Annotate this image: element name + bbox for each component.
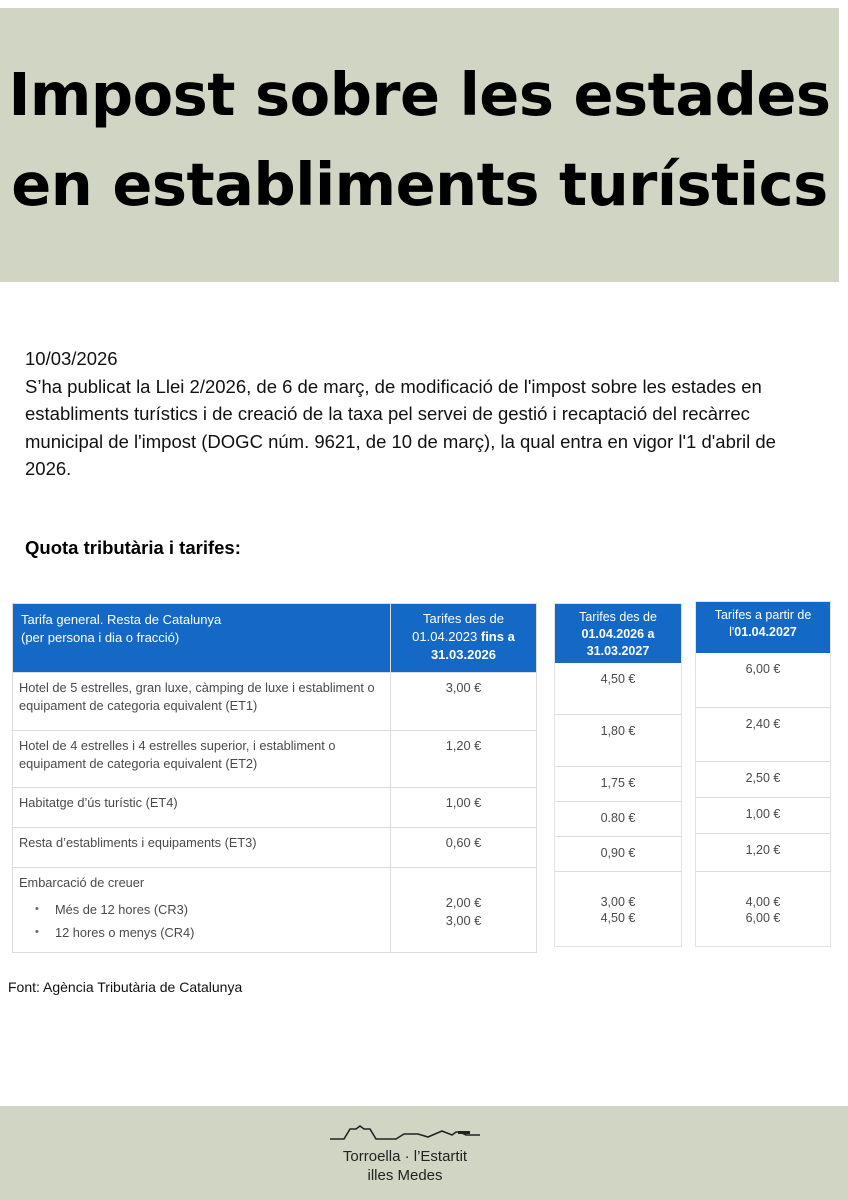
list-item: • 12 hores o menys (CR4)	[19, 921, 384, 944]
town-logo	[320, 1120, 500, 1190]
cruise-value-2: 4,50 €	[600, 911, 636, 925]
logo-text-line-1: Torroella · l’Estartit	[342, 1148, 468, 1165]
header-category-title: Tarifa general. Resta de Catalunya	[21, 612, 222, 627]
table-header-row	[13, 604, 536, 672]
cruise-bullets	[19, 898, 384, 944]
header-rates-2023-from: Tarifes des de 01.04.2023	[412, 611, 504, 644]
table-row-cruise	[696, 871, 830, 948]
header-rates-2023-until: fins a	[480, 629, 515, 644]
table-row	[13, 867, 536, 952]
header-rates-2023-end: 31.03.2026	[430, 647, 497, 662]
table-row: 0,90 €	[555, 836, 681, 871]
table-row: 1,00 €	[696, 797, 830, 833]
row-label: Hotel de 5 estrelles, gran luxe, càmping de luxe i establiment o equipament de categoria equivalent (ET1)	[13, 673, 391, 730]
publication-date: 10/03/2026	[25, 348, 118, 369]
table-row: 1,75 €	[555, 766, 681, 801]
cruise-value-1: 4,00 €	[745, 895, 781, 909]
table-row: 2,50 €	[696, 761, 830, 797]
table-row	[13, 827, 536, 867]
table-row: 6,00 €	[745, 662, 781, 676]
intro-paragraph	[25, 345, 825, 483]
header-rates-2023	[391, 604, 536, 672]
table-row	[13, 787, 536, 827]
header-rates-2027	[696, 602, 830, 653]
source-note: Font: Agència Tributària de Catalunya	[8, 979, 243, 995]
row-label: Resta d’establiments i equipaments (ET3)	[13, 828, 391, 867]
rates-table-2027	[695, 601, 831, 947]
table-row: 0.80 €	[555, 801, 681, 836]
table-row: 4,50 €	[600, 672, 636, 686]
row-value: 1,00 €	[445, 795, 482, 810]
header-rates-2027-from: Tarifes a partir de l'	[714, 608, 812, 639]
page-title	[0, 50, 839, 230]
table-row: 1,20 €	[696, 833, 830, 871]
table-row: 2,40 €	[696, 707, 830, 761]
table-row-cruise	[555, 871, 681, 946]
table-row	[13, 730, 536, 787]
header-rates-2026	[555, 604, 681, 663]
header-category	[13, 604, 391, 672]
section-title: Quota tributària i tarifes:	[25, 537, 241, 558]
skyline-icon	[330, 1120, 480, 1142]
row-value-cruise	[391, 868, 536, 952]
title-line-2: en establiments turístics	[11, 150, 828, 219]
cruise-label: Embarcació de creuer	[19, 875, 145, 890]
row-value: 1,20 €	[445, 738, 482, 753]
cruise-value-2: 6,00 €	[745, 911, 781, 925]
cruise-value-1: 2,00 €	[445, 895, 482, 910]
row-value: 3,00 €	[445, 680, 482, 695]
row-label-cruise	[13, 868, 391, 952]
table-row	[13, 672, 536, 730]
rates-table-2026	[554, 603, 682, 947]
logo-text-line-2: illes Medes	[367, 1167, 443, 1184]
table-row: 1,80 €	[555, 714, 681, 766]
cruise-value-2: 3,00 €	[445, 913, 482, 928]
rates-table-2023	[12, 603, 537, 953]
cruise-value-1: 3,00 €	[600, 895, 636, 909]
list-item: • Més de 12 hores (CR3)	[19, 898, 384, 921]
title-line-1: Impost sobre les estades	[8, 60, 831, 129]
row-value: 0,60 €	[445, 835, 482, 850]
header-category-note: (per persona i dia o fracció)	[21, 630, 180, 645]
header-rates-2027-date: 01.04.2027	[734, 625, 797, 639]
header-rates-2026-range: 01.04.2026 a 31.03.2027	[581, 627, 655, 658]
intro-text: S’ha publicat la Llei 2/2026, de 6 de març, de modificació de l'impost sobre les estades en establiments turístics i de creació de la taxa pel servei de gestió i recaptació del recàrrec municipal de l'impost (DOGC núm. 9621, de 10 de març), la qual entra en vigor l'1 d'abril de 2026.	[25, 375, 776, 479]
header-rates-2026-from: Tarifes des de	[579, 610, 657, 624]
row-label: Hotel de 4 estrelles i 4 estrelles superior, i establiment o equipament de categoria equivalent (ET2)	[13, 731, 391, 787]
row-label: Habitatge d’ús turístic (ET4)	[13, 788, 391, 827]
